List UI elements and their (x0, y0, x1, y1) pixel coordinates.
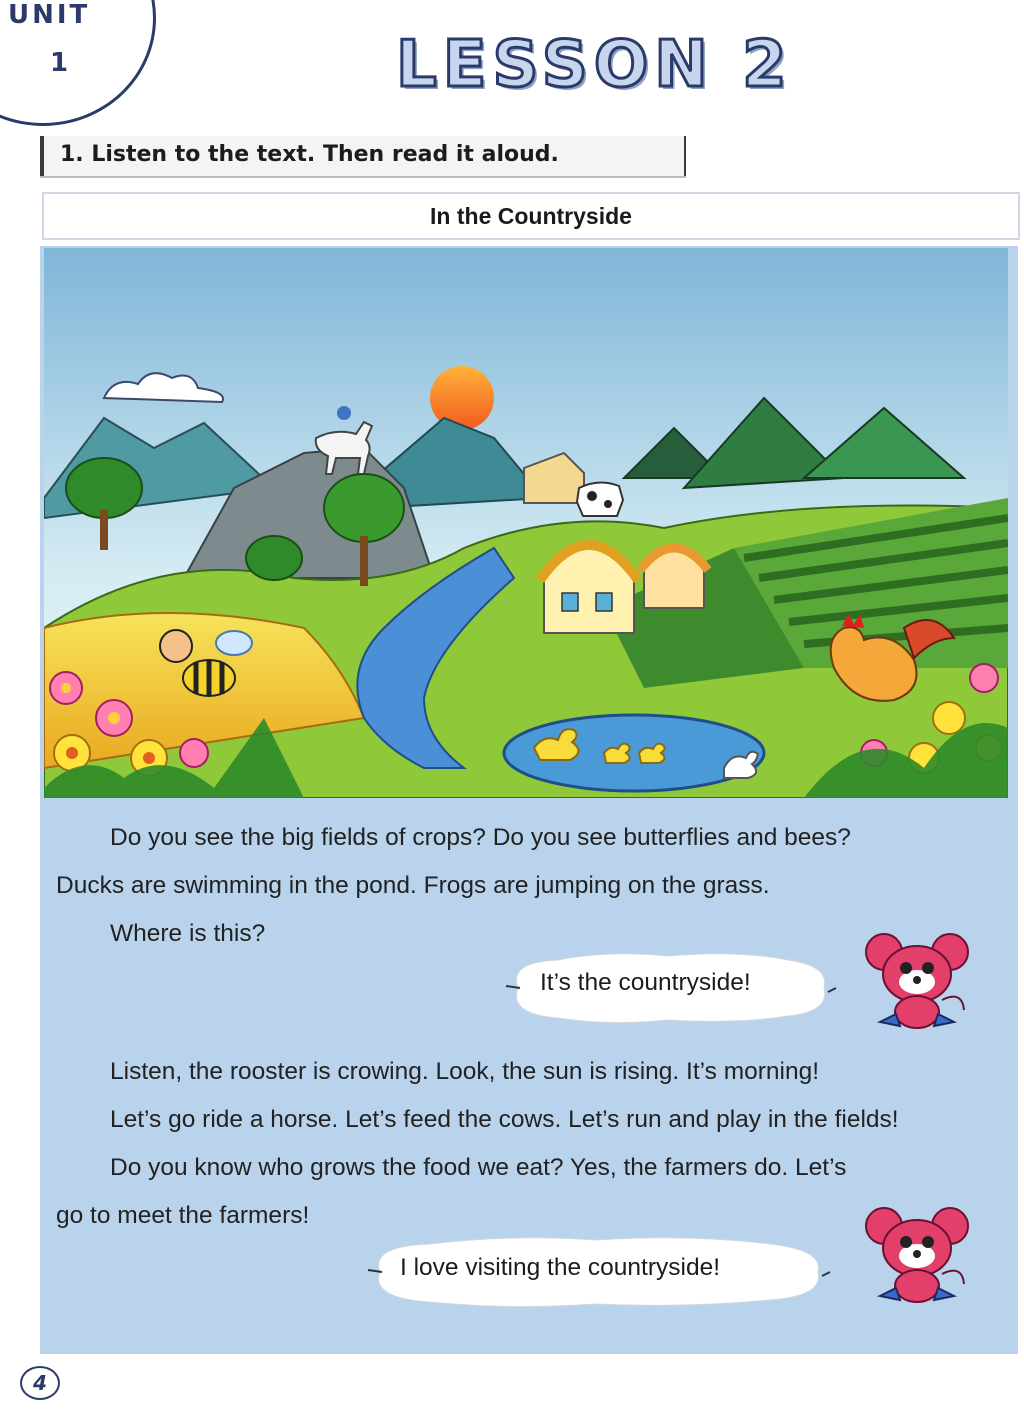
lesson-title: LESSON 2 (396, 28, 793, 102)
story-line-7: go to meet the farmers! (56, 1202, 310, 1229)
cow-icon (577, 482, 623, 516)
countryside-illustration (44, 248, 1008, 798)
unit-label: UNIT (8, 0, 91, 30)
sun-icon (430, 366, 494, 430)
bubble-text-2: I love visiting the countryside! (400, 1254, 721, 1281)
story-line-1: Do you see the big fields of crops? Do you see butterflies and bees? (110, 824, 851, 851)
instruction-text: 1. Listen to the text. Then read it aloud. (60, 142, 559, 167)
mouse-character-icon (862, 930, 972, 1040)
bubble-text-1: It’s the countryside! (540, 969, 751, 996)
story-line-2: Ducks are swimming in the pond. Frogs are jumping on the grass. (56, 872, 770, 899)
exercise-instruction (40, 136, 686, 176)
mouse-character-icon-2 (862, 1204, 972, 1314)
story-line-5: Let’s go ride a horse. Let’s feed the cows. Let’s run and play in the fields! (110, 1106, 899, 1133)
story-line-3: Where is this? (110, 920, 266, 947)
story-title-bar (42, 192, 1020, 240)
story-line-4: Listen, the rooster is crowing. Look, the sun is rising. It’s morning! (110, 1058, 820, 1085)
page-number: 4 (20, 1366, 60, 1400)
story-title: In the Countryside (430, 203, 632, 229)
unit-number: 1 (50, 48, 69, 78)
story-line-6: Do you know who grows the food we eat? Yes, the farmers do. Let’s (110, 1154, 847, 1181)
